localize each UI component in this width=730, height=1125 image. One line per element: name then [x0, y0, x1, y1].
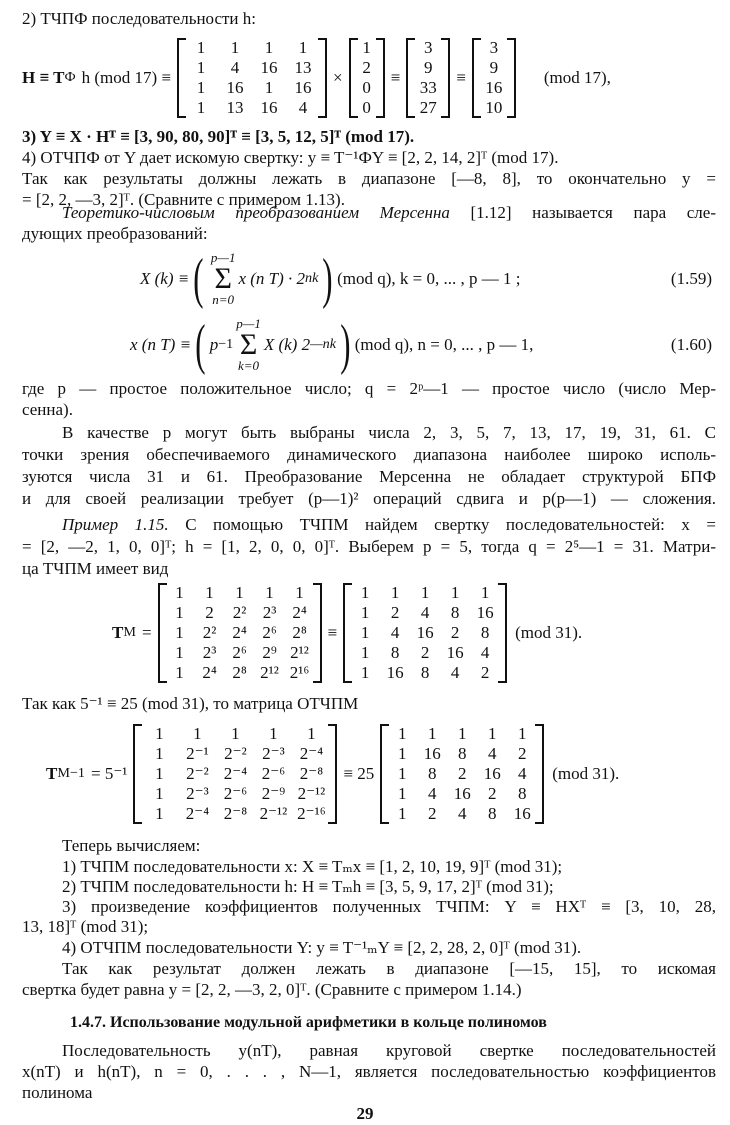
- result-line-2: свертка будет равна y = [2, 2, —3, 2, 0]ᵀ. (Сравните с примером 1.14.): [22, 980, 522, 999]
- sum-sign: [211, 251, 236, 307]
- matrix-cell: 4: [450, 663, 460, 682]
- matrix-cell: 9: [489, 58, 499, 77]
- matrix-cell: 8: [450, 603, 460, 622]
- matrix-cell: 2²: [232, 603, 247, 622]
- section-heading: 1.4.7. Использование модульной арифметики в кольце полиномов: [70, 1014, 547, 1031]
- matrix-cell: 2⁻¹⁶: [297, 804, 326, 823]
- e159-body: x (n T) · 2: [238, 269, 306, 289]
- matrix-cell: 16: [386, 663, 404, 682]
- eq-number-1-59: (1.59): [670, 269, 712, 288]
- matrix-cell: 2⁶: [262, 623, 277, 642]
- example-line-3: ца ТЧПМ имеет вид: [22, 559, 169, 578]
- sigma: Σ: [214, 262, 232, 295]
- e160-tail: (mod q), n = 0, ... , p — 1,: [354, 335, 534, 355]
- eq-TI-eq: = 5⁻¹: [91, 764, 128, 784]
- matrix-cell: 1: [458, 724, 467, 743]
- matrix-cell: 1: [307, 724, 316, 743]
- matrix-cell: 1: [193, 724, 202, 743]
- eq-TI-lhs: T: [46, 764, 58, 784]
- matrix-cell: 4: [458, 804, 467, 823]
- final-para-2: x(nT) и h(nT), n = 0, . . . , N—1, является последовательностью коэффициентов: [22, 1062, 716, 1081]
- e160-lhs: x (n T) ≡: [130, 335, 192, 355]
- matrix-cell: 1: [235, 583, 244, 602]
- equation-H: [22, 38, 611, 118]
- matrix-cell: 1: [420, 583, 430, 602]
- matrix-cell: 1: [231, 724, 240, 743]
- matrix-cell: 4: [420, 603, 430, 622]
- matrix-cell: 2⁻⁹: [261, 784, 286, 803]
- matrix-TM-values: [343, 583, 507, 683]
- paren-open: (: [193, 248, 204, 310]
- matrix-cell: 2⁴: [232, 623, 247, 642]
- para-choices-2: точки зрения обеспечиваемого динамического диапазона наиболее широко исполь-: [22, 445, 716, 464]
- matrix-cell: 2: [390, 603, 400, 622]
- vector-H-mod: [472, 38, 516, 118]
- matrix-cell: 2: [362, 58, 371, 77]
- para-choices-4: и для своей реализации требует (p—1)² операций сдвига и p(p—1) — сложения.: [22, 489, 716, 508]
- matrix-cell: 4: [298, 98, 308, 117]
- matrix-cell: 1: [155, 764, 164, 783]
- matrix-cell: 2: [205, 603, 214, 622]
- matrix-cell: 2⁻¹²: [297, 784, 326, 803]
- matrix-cell: 16: [260, 58, 278, 77]
- mod-31-b: (mod 31).: [552, 764, 620, 784]
- matrix-cell: 1: [269, 724, 278, 743]
- matrix-cell: 8: [488, 804, 497, 823]
- matrix-cell: 8: [390, 643, 400, 662]
- sum-sign: [236, 317, 261, 373]
- matrix-cell: 2⁴: [292, 603, 307, 622]
- e159-lhs: X (k) ≡: [140, 269, 190, 289]
- sigma: Σ: [239, 328, 258, 361]
- example-text: С помощью ТЧПМ найдем свертку последовательностей: x =: [168, 515, 717, 534]
- vector-H-raw: [406, 38, 450, 118]
- matrix-cell: 2: [428, 804, 437, 823]
- matrix-cell: 1: [360, 643, 370, 662]
- step-4-inverse: 4) ОТЧПМ последовательности Y: y ≡ T⁻¹ₘY ≡ [2, 2, 28, 2, 0]ᵀ (mod 31).: [62, 938, 582, 957]
- matrix-cell: 1: [155, 744, 164, 763]
- matrix-cell: 1: [295, 583, 304, 602]
- matrix-cell: 8: [458, 744, 467, 763]
- e160-p-sup: −1: [218, 336, 234, 353]
- matrix-cell: 13: [226, 98, 244, 117]
- step-2-line: 2) ТЧПФ последовательности h:: [22, 9, 257, 28]
- matrix-cell: 1: [196, 98, 206, 117]
- matrix-cell: 1: [264, 38, 274, 57]
- matrix-cell: 16: [485, 78, 503, 97]
- matrix-cell: 2⁹: [262, 643, 277, 662]
- sum-bottom: k=0: [238, 358, 260, 373]
- matrix-TI-values: [380, 724, 544, 824]
- matrix-cell: 2⁻³: [262, 744, 285, 763]
- matrix-cell: 8: [428, 764, 437, 783]
- matrix-cell: 16: [260, 98, 278, 117]
- equation-TM-inverse: [46, 718, 619, 830]
- matrix-cell: 2⁻⁴: [185, 804, 210, 823]
- equiv-sign-2: ≡: [456, 68, 466, 88]
- matrix-cell: 1: [298, 38, 308, 57]
- equation-1-59: [140, 244, 520, 314]
- matrix-cell: 1: [398, 724, 407, 743]
- matrix-cell: 1: [175, 663, 184, 682]
- eq-H-lhs2: h (mod 17) ≡: [81, 68, 172, 88]
- matrix-cell: 4: [488, 744, 497, 763]
- matrix-TM-powers: [158, 583, 322, 683]
- matrix-cell: 16: [416, 623, 434, 642]
- matrix-cell: 1: [360, 623, 370, 642]
- matrix-cell: 2⁻²: [186, 764, 209, 783]
- matrix-cell: 4: [230, 58, 240, 77]
- matrix-cell: 2⁻⁶: [223, 784, 248, 803]
- matrix-cell: 1: [428, 724, 437, 743]
- mersenne-ref: [1.12] называется пара сле-: [449, 203, 716, 222]
- equation-1-60: [130, 310, 533, 380]
- eq-TM-eq: =: [141, 623, 152, 643]
- matrix-cell: 1: [175, 643, 184, 662]
- e160-p: p: [209, 335, 219, 355]
- matrix-cell: 16: [513, 804, 531, 823]
- step-2-ntt: 2) ТЧПМ последовательности h: H ≡ Tₘh ≡ [3, 5, 9, 17, 2]ᵀ (mod 31);: [62, 877, 554, 896]
- p-def-cont: сенна).: [22, 400, 73, 419]
- matrix-cell: 27: [419, 98, 437, 117]
- matrix-cell: 2³: [262, 603, 277, 622]
- matrix-cell: 2³: [202, 643, 217, 662]
- matrix-cell: 1: [175, 623, 184, 642]
- step-1-ntt: 1) ТЧПМ последовательности x: X ≡ Tₘx ≡ [1, 2, 10, 19, 9]ᵀ (mod 31);: [62, 857, 563, 876]
- matrix-cell: 4: [428, 784, 437, 803]
- matrix-cell: 3: [423, 38, 433, 57]
- matrix-cell: 2¹²: [290, 643, 309, 662]
- example-line-2: = [2, —2, 1, 0, 0]ᵀ; h = [1, 2, 0, 0, 0]ᵀ. Выберем p = 5, тогда q = 2⁵—1 = 31. Матри-: [22, 537, 716, 556]
- range-line: Так как результаты должны лежать в диапазоне [—8, 8], то окончательно y =: [22, 169, 716, 188]
- matrix-cell: 16: [423, 744, 441, 763]
- para-choices-3: зуются числа 31 и 61. Преобразование Мерсенна не обладает структурой БПФ: [22, 467, 716, 486]
- matrix-cell: 1: [362, 38, 371, 57]
- eq-H-sub: Ф: [64, 69, 76, 86]
- matrix-cell: 2: [420, 643, 430, 662]
- matrix-cell: 1: [360, 583, 370, 602]
- matrix-cell: 9: [423, 58, 433, 77]
- matrix-cell: 2²: [202, 623, 217, 642]
- matrix-cell: 1: [196, 58, 206, 77]
- matrix-cell: 2⁻⁴: [223, 764, 248, 783]
- matrix-cell: 8: [420, 663, 430, 682]
- matrix-cell: 1: [450, 583, 460, 602]
- matrix-cell: 16: [483, 764, 501, 783]
- sum-top: p—1: [210, 250, 236, 265]
- matrix-cell: 2⁻⁴: [299, 744, 324, 763]
- eq-TM-equiv: ≡: [327, 623, 338, 643]
- matrix-cell: 1: [488, 724, 497, 743]
- paren-close: ): [340, 314, 351, 376]
- final-para-3: полинома: [22, 1083, 93, 1102]
- matrix-cell: 1: [155, 804, 164, 823]
- result-line: = [2, 2, —3, 2]ᵀ. (Сравните с примером 1.13).: [22, 190, 345, 209]
- matrix-cell: 1: [155, 724, 164, 743]
- vector-h: [349, 38, 385, 118]
- step-3: 3) Y ≡ X · Hᵀ ≡ [3, 90, 80, 90]ᵀ ≡ [3, 5, 12, 5]ᵀ (mod 17).: [22, 127, 415, 146]
- matrix-cell: 10: [485, 98, 503, 117]
- matrix-cell: 2: [488, 784, 497, 803]
- matrix-T17: [177, 38, 327, 118]
- matrix-cell: 4: [480, 643, 490, 662]
- matrix-cell: 2⁻²: [224, 744, 247, 763]
- paren-open: (: [195, 314, 206, 376]
- paren-close: ): [322, 248, 333, 310]
- e160-sup: —nk: [310, 336, 337, 353]
- matrix-cell: 2: [450, 623, 460, 642]
- matrix-cell: 16: [453, 784, 471, 803]
- matrix-cell: 4: [518, 764, 527, 783]
- now-compute: Теперь вычисляем:: [62, 836, 201, 855]
- sum-top: p—1: [236, 316, 261, 331]
- matrix-cell: 1: [480, 583, 490, 602]
- matrix-cell: 1: [264, 78, 274, 97]
- matrix-cell: 1: [155, 784, 164, 803]
- matrix-cell: 8: [518, 784, 527, 803]
- matrix-cell: 16: [476, 603, 494, 622]
- step-4: 4) ОТЧПФ от Y дает искомую свертку: y ≡ T⁻¹ФY ≡ [2, 2, 14, 2]ᵀ (mod 17).: [22, 148, 559, 167]
- mod-17: (mod 17),: [543, 68, 611, 88]
- eq-H-lhs: H ≡ T: [22, 68, 65, 88]
- matrix-cell: 1: [175, 603, 184, 622]
- matrix-cell: 3: [489, 38, 499, 57]
- matrix-cell: 1: [398, 744, 407, 763]
- equation-TM: [112, 578, 582, 688]
- sum-bottom: n=0: [212, 292, 235, 307]
- matrix-cell: 4: [390, 623, 400, 642]
- times-sign: ×: [333, 68, 343, 88]
- matrix-cell: 2⁻³: [186, 784, 209, 803]
- matrix-cell: 2⁻⁸: [299, 764, 324, 783]
- matrix-cell: 2¹⁶: [289, 663, 310, 682]
- matrix-cell: 1: [518, 724, 527, 743]
- matrix-cell: 2⁻⁶: [261, 764, 286, 783]
- mersenne-def-cont: дующих преобразований:: [22, 224, 208, 243]
- matrix-cell: 1: [196, 38, 206, 57]
- matrix-cell: 2⁶: [232, 643, 247, 662]
- step-3-cont: 13, 18]ᵀ (mod 31);: [22, 917, 149, 936]
- final-para: Последовательность y(nT), равная круговой свертке последовательностей: [62, 1041, 716, 1060]
- inverse-line: Так как 5⁻¹ ≡ 25 (mod 31), то матрица ОТЧПМ: [22, 694, 359, 713]
- matrix-cell: 2: [458, 764, 467, 783]
- matrix-cell: 1: [360, 663, 370, 682]
- matrix-cell: 1: [390, 583, 400, 602]
- eq-TI-sub: M: [57, 765, 70, 782]
- eq-number-1-60: (1.60): [670, 335, 712, 354]
- matrix-cell: 16: [226, 78, 244, 97]
- matrix-cell: 1: [230, 38, 240, 57]
- matrix-cell: 33: [419, 78, 437, 97]
- range-line-2: Так как результат должен лежать в диапазоне [—15, 15], то искомая: [62, 959, 716, 978]
- matrix-cell: 1: [265, 583, 274, 602]
- matrix-cell: 2: [480, 663, 490, 682]
- matrix-cell: 2: [518, 744, 527, 763]
- matrix-cell: 13: [294, 58, 312, 77]
- eq-TI-sup: −1: [69, 765, 85, 782]
- para-choices: В качестве p могут быть выбраны числа 2, 3, 5, 7, 13, 17, 19, 31, 61. С: [62, 423, 716, 442]
- matrix-cell: 2⁻¹: [186, 744, 209, 763]
- matrix-cell: 1: [398, 804, 407, 823]
- matrix-cell: 16: [446, 643, 464, 662]
- matrix-cell: 1: [175, 583, 184, 602]
- matrix-cell: 0: [362, 98, 371, 117]
- matrix-cell: 2⁸: [232, 663, 247, 682]
- matrix-cell: 2⁻¹²: [259, 804, 288, 823]
- matrix-cell: 2⁸: [292, 623, 307, 642]
- matrix-cell: 8: [480, 623, 490, 642]
- equiv-sign: ≡: [390, 68, 401, 88]
- matrix-cell: 0: [362, 78, 371, 97]
- matrix-cell: 1: [205, 583, 214, 602]
- mersenne-def: [62, 202, 716, 224]
- eq-TI-equiv: ≡ 25: [343, 764, 375, 784]
- example-1-15: [62, 514, 716, 536]
- matrix-TI-powers: [133, 724, 337, 824]
- matrix-cell: 2¹²: [260, 663, 279, 682]
- matrix-cell: 16: [294, 78, 312, 97]
- example-label: Пример 1.15.: [62, 515, 169, 534]
- matrix-cell: 1: [360, 603, 370, 622]
- matrix-cell: 2⁴: [202, 663, 217, 682]
- matrix-cell: 1: [398, 764, 407, 783]
- eq-TM-sub: M: [123, 624, 136, 641]
- e159-sup: nk: [305, 270, 319, 287]
- eq-TM-lhs: T: [112, 623, 124, 643]
- e160-body: X (k) 2: [263, 335, 311, 355]
- matrix-cell: 2⁻⁸: [223, 804, 248, 823]
- mersenne-term: Теоретико-числовым преобразованием Мерсенна: [62, 203, 450, 222]
- page-number: 29: [356, 1104, 374, 1123]
- matrix-cell: 1: [398, 784, 407, 803]
- p-def: где p — простое положительное число; q = 2ᵖ—1 — простое число (число Мер-: [22, 379, 716, 398]
- matrix-cell: 1: [196, 78, 206, 97]
- mod-31: (mod 31).: [515, 623, 583, 643]
- step-3-product: 3) произведение коэффициентов полученных ТЧПМ: Y ≡ HXᵀ ≡ [3, 10, 28,: [62, 897, 716, 916]
- e159-tail: (mod q), k = 0, ... , p — 1 ;: [337, 269, 521, 289]
